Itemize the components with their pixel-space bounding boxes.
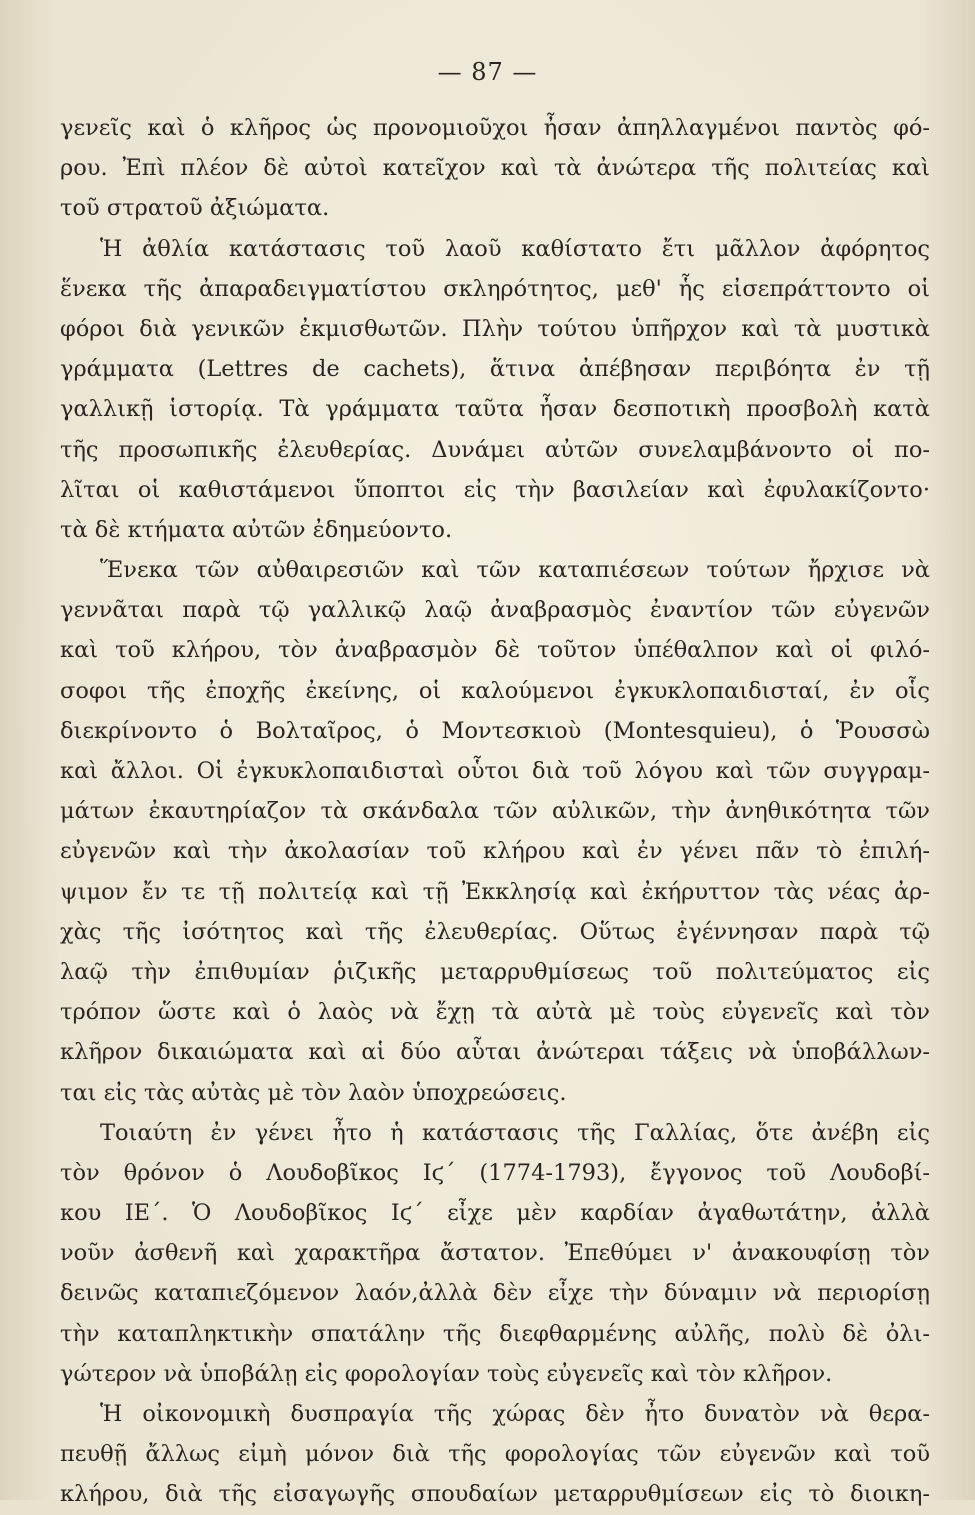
text-line: γαλλικῇ ἱστορίᾳ. Τὰ γράμματα ταῦτα ἦσαν δεσποτικὴ προσβολὴ κατὰ [60, 396, 930, 423]
text-line: νοῦν ἀσθενῆ καὶ χαρακτῆρα ἄστατον. Ἐπεθύμει ν' ἀνακουφίσῃ τὸν [60, 1240, 930, 1267]
text-line: χὰς τῆς ἰσότητος καὶ τῆς ἐλευθερίας. Οὕτως ἐγέννησαν παρὰ τῷ [60, 918, 930, 945]
text-line: σοφοι τῆς ἐποχῆς ἐκείνης, οἱ καλούμενοι ἐγκυκλοπαιδισταί, ἐν οἷς [60, 677, 930, 704]
text-line: δεινῶς καταπιεζόμενον λαόν,ἀλλὰ δὲν εἶχε τὴν δύναμιν νὰ περιορίσῃ [60, 1280, 930, 1307]
text-line: ἕνεκα τῆς ἀπαραδειγματίστου σκληρότητος, μεθ' ἧς εἰσεπράττοντο οἱ [60, 275, 930, 302]
text-line: λαῷ τὴν ἐπιθυμίαν ῥιζικῆς μεταρρυθμίσεως τοῦ πολιτεύματος εἰς [60, 958, 930, 985]
text-line: τὸν θρόνον ὁ Λουδοβῖκος Ιϛ΄ (1774-1793), ἔγγονος τοῦ Λουδοβί- [60, 1159, 930, 1186]
text-line: ρου. Ἐπὶ πλέον δὲ αὐτοὶ κατεῖχον καὶ τὰ ἀνώτερα τῆς πολιτείας καὶ [60, 155, 930, 182]
text-line: καὶ ἄλλοι. Οἱ ἐγκυκλοπαιδισταὶ οὗτοι διὰ τοῦ λόγου καὶ τῶν συγγραμ- [60, 758, 930, 784]
text-line: Τοιαύτη ἐν γένει ἦτο ἡ κατάστασις τῆς Γαλλίας, ὅτε ἀνέβη εἰς [100, 1119, 930, 1146]
text-line: γώτερον νὰ ὑποβάλῃ εἰς φορολογίαν τοὺς εὐγενεῖς καὶ τὸν κλῆρον. [60, 1360, 833, 1387]
text-line: τὴν καταπληκτικὴν σπατάλην τῆς διεφθαρμένης αὐλῆς, πολὺ δὲ ὀλι- [60, 1320, 930, 1347]
text-line: τῆς προσωπικῆς ἐλευθερίας. Δυνάμει αὐτῶν συνελαμβάνοντο οἱ πο- [60, 436, 930, 463]
body-text [60, 108, 930, 1515]
text-line: τοῦ στρατοῦ ἀξιώματα. [60, 195, 330, 222]
text-line: ψιμον ἔν τε τῇ πολιτείᾳ καὶ τῇ Ἐκκλησίᾳ καὶ ἐκήρυττον τὰς νέας ἀρ- [60, 878, 930, 905]
text-line: πευθῇ ἄλλως εἰμὴ μόνον διὰ τῆς φορολογίας τῶν εὐγενῶν καὶ τοῦ [60, 1441, 930, 1468]
text-line: Ἕνεκα τῶν αὐθαιρεσιῶν καὶ τῶν καταπιέσεων τούτων ἤρχισε νὰ [100, 557, 930, 584]
text-line: καὶ τοῦ κλήρου, τὸν ἀναβρασμὸν δὲ τοῦτον ὑπέθαλπον καὶ οἱ φιλό- [60, 637, 930, 664]
text-line: γεννᾶται παρὰ τῷ γαλλικῷ λαῷ ἀναβρασμὸς ἐναντίον τῶν εὐγενῶν [60, 597, 930, 624]
text-line: κλήρου, διὰ τῆς εἰσαγωγῆς σπουδαίων μεταρρυθμίσεων εἰς τὸ διοικη- [60, 1481, 930, 1508]
text-line: μάτων ἐκαυτηρίαζον τὰ σκάνδαλα τῶν αὐλικῶν, τὴν ἀνηθικότητα τῶν [60, 798, 930, 825]
text-line: διεκρίνοντο ὁ Βολταῖρος, ὁ Μοντεσκιοὺ (Montesquieu), ὁ Ῥουσσὼ [60, 717, 930, 744]
text-line: γράμματα (Lettres de cachets), ἅτινα ἀπέβησαν περιβόητα ἐν τῇ [60, 356, 930, 383]
text-line: γενεῖς καὶ ὁ κλῆρος ὡς προνομιοῦχοι ἦσαν ἀπηλλαγμένοι παντὸς φό- [60, 115, 930, 141]
text-line: κλῆρον δικαιώματα καὶ αἱ δύο αὗται ἀνώτεραι τάξεις νὰ ὑποβάλλων- [60, 1039, 930, 1066]
text-line: τὰ δὲ κτήματα αὐτῶν ἐδημεύοντο. [60, 516, 453, 543]
text-line: κου ΙΕ΄. Ὁ Λουδοβῖκος Ιϛ΄ εἶχε μὲν καρδίαν ἀγαθωτάτην, ἀλλὰ [60, 1200, 930, 1227]
text-line: τρόπον ὥστε καὶ ὁ λαὸς νὰ ἔχῃ τὰ αὐτὰ μὲ τοὺς εὐγενεῖς καὶ τὸν [60, 999, 930, 1026]
text-line: ται εἰς τὰς αὐτὰς μὲ τὸν λαὸν ὑποχρεώσεις. [60, 1079, 567, 1106]
text-line: εὐγενῶν καὶ τὴν ἀκολασίαν τοῦ κλήρου καὶ ἐν γένει πᾶν τὸ ἐπιλή- [60, 838, 930, 865]
text-line: Ἡ οἰκονομικὴ δυσπραγία τῆς χώρας δὲν ἦτο δυνατὸν νὰ θερα- [100, 1401, 930, 1427]
page-number: — 87 — [437, 58, 538, 86]
text-line: Ἡ ἀθλία κατάστασις τοῦ λαοῦ καθίστατο ἔτι μᾶλλον ἀφόρητος [100, 235, 930, 262]
text-line: λῖται οἱ καθιστάμενοι ὕποπτοι εἰς τὴν βασιλείαν καὶ ἐφυλακίζοντο· [60, 476, 930, 503]
text-line: φόροι διὰ γενικῶν ἐκμισθωτῶν. Πλὴν τούτου ὑπῆρχον καὶ τὰ μυστικὰ [60, 315, 930, 342]
